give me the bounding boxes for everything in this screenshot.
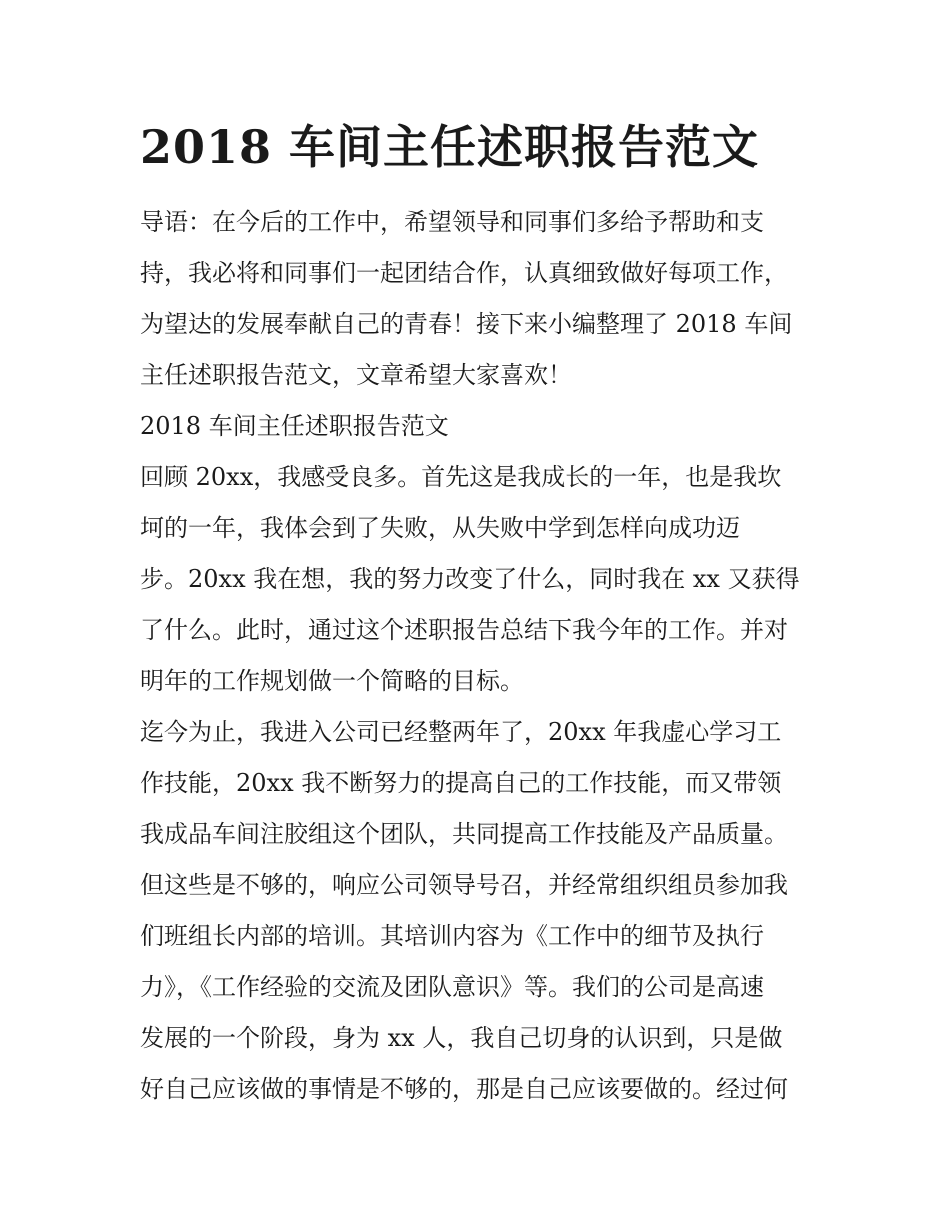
intro-line-4: 主任述职报告范文，文章希望大家喜欢！ <box>140 361 572 389</box>
paragraph-1-line-5: 明年的工作规划做一个简略的目标。 <box>140 667 524 695</box>
paragraph-1-line-1: 回顾 20xx，我感受良多。首先这是我成长的一年，也是我坎 <box>140 463 782 491</box>
document-title: 2018 车间主任述职报告范文 <box>140 120 760 174</box>
paragraph-2-line-4: 但这些是不够的，响应公司领导号召，并经常组织组员参加我 <box>140 871 788 899</box>
intro-line-3: 为望达的发展奉献自己的青春！接下来小编整理了 2018 车间 <box>140 310 793 338</box>
paragraph-1-line-2: 坷的一年，我体会到了失败，从失败中学到怎样向成功迈 <box>140 514 740 542</box>
paragraph-2-line-3: 我成品车间注胶组这个团队，共同提高工作技能及产品质量。 <box>140 820 788 848</box>
paragraph-2-line-7: 发展的一个阶段，身为 xx 人，我自己切身的认识到，只是做 <box>140 1024 783 1052</box>
paragraph-2-line-2: 作技能，20xx 我不断努力的提高自己的工作技能，而又带领 <box>140 769 782 797</box>
paragraph-2-line-5: 们班组长内部的培训。其培训内容为《工作中的细节及执行 <box>140 922 764 950</box>
paragraph-2-line-8: 好自己应该做的事情是不够的，那是自己应该要做的。经过何 <box>140 1075 788 1103</box>
intro-line-1: 导语：在今后的工作中，希望领导和同事们多给予帮助和支 <box>140 208 764 236</box>
intro-line-2: 持，我必将和同事们一起团结合作，认真细致做好每项工作， <box>140 259 788 287</box>
paragraph-1-line-4: 了什么。此时，通过这个述职报告总结下我今年的工作。并对 <box>140 616 788 644</box>
paragraph-2-line-6: 力》，《工作经验的交流及团队意识》等。我们的公司是高速 <box>140 973 764 1001</box>
paragraph-1-line-3: 步。20xx 我在想，我的努力改变了什么，同时我在 xx 又获得 <box>140 565 800 593</box>
paragraph-2-line-1: 迄今为止，我进入公司已经整两年了，20xx 年我虚心学习工 <box>140 718 782 746</box>
section-heading: 2018 车间主任述职报告范文 <box>140 412 449 440</box>
